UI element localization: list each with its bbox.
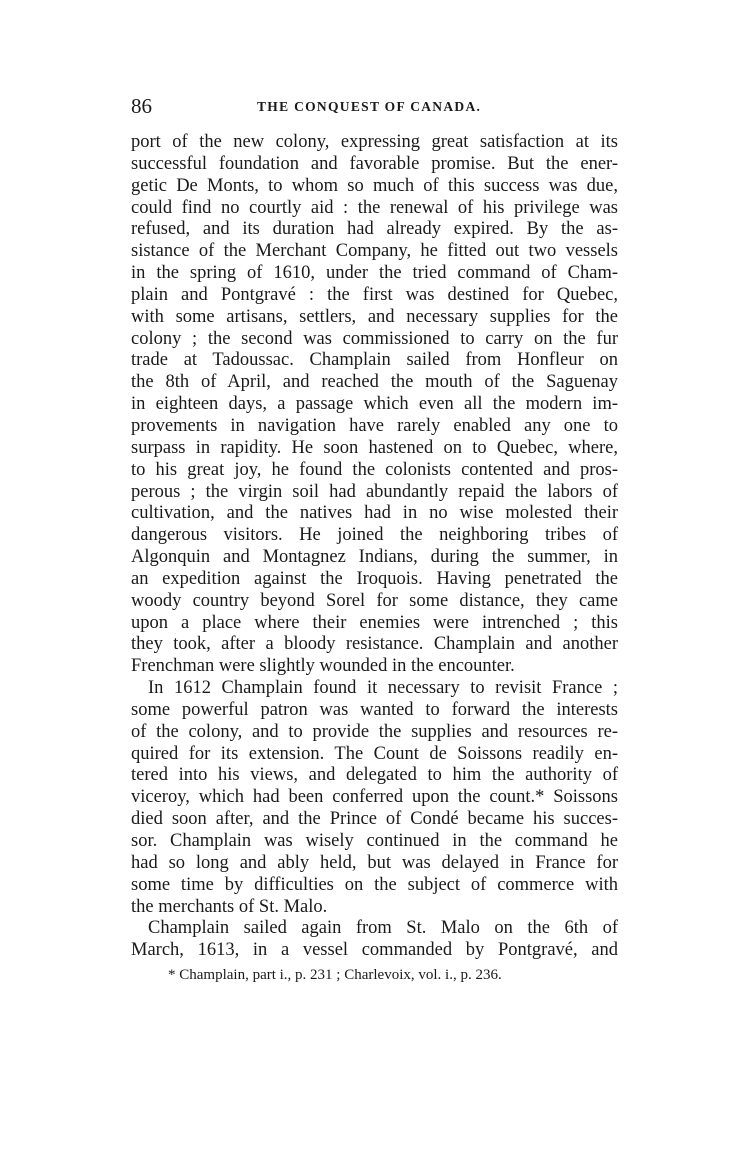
text-line: getic De Monts, to whom so much of this success was due, [131,175,618,196]
body-text [131,132,618,962]
text-line: successful foundation and favorable promise. But the ener- [131,153,618,174]
text-line: died soon after, and the Prince of Condé became his succes- [131,809,618,830]
text-line: of the colony, and to provide the supplies and resources re- [131,721,618,742]
running-head [131,94,618,126]
footnote: * Champlain, part i., p. 231 ; Charlevoix, vol. i., p. 236. [168,967,502,984]
text-line: had so long and ably held, but was delayed in France for [131,852,618,873]
text-line: to his great joy, he found the colonists contented and pros- [131,459,618,480]
text-line: in eighteen days, a passage which even all the modern im- [131,394,618,415]
text-line: viceroy, which had been conferred upon the count.* Soissons [131,787,618,808]
text-line: an expedition against the Iroquois. Having penetrated the [131,568,618,589]
text-line: quired for its extension. The Count de Soissons readily en- [131,743,618,764]
text-line: the 8th of April, and reached the mouth of the Saguenay [131,372,618,393]
page-number: 86 [131,94,152,118]
text-line: dangerous visitors. He joined the neighboring tribes of [131,525,618,546]
text-line: port of the new colony, expressing great satisfaction at its [131,132,618,152]
text-line: could find no courtly aid : the renewal of his privilege was [131,197,618,218]
text-line: refused, and its duration had already expired. By the as- [131,219,618,240]
text-line: woody country beyond Sorel for some distance, they came [131,590,618,611]
text-line: they took, after a bloody resistance. Champlain and another [131,634,618,655]
text-line: surpass in rapidity. He soon hastened on to Quebec, where, [131,437,618,458]
text-line: March, 1613, in a vessel commanded by Pontgravé, and [131,940,618,961]
text-line: sistance of the Merchant Company, he fitted out two vessels [131,241,618,262]
text-line: trade at Tadoussac. Champlain sailed from Honfleur on [131,350,618,371]
text-line: with some artisans, settlers, and necessary supplies for the [131,306,618,327]
text-line: the merchants of St. Malo. [131,896,328,917]
text-line: some time by difficulties on the subject of commerce with [131,874,618,895]
text-line: plain and Pontgravé : the first was destined for Quebec, [131,284,618,305]
text-line: tered into his views, and delegated to him the authority of [131,765,618,786]
text-line: Champlain sailed again from St. Malo on the 6th of [148,918,618,939]
text-line: in the spring of 1610, under the tried command of Cham- [131,263,618,284]
text-line: some powerful patron was wanted to forward the interests [131,699,618,720]
text-line: Frenchman were slightly wounded in the encounter. [131,656,515,677]
text-line: In 1612 Champlain found it necessary to revisit France ; [148,678,618,699]
running-head-title: THE CONQUEST OF CANADA. [257,99,482,114]
text-line: cultivation, and the natives had in no wise molested their [131,503,618,524]
text-line: Algonquin and Montagnez Indians, during the summer, in [131,547,618,568]
text-line: sor. Champlain was wisely continued in the command he [131,831,618,851]
text-line: upon a place where their enemies were intrenched ; this [131,612,618,633]
text-line: colony ; the second was commissioned to carry on the fur [131,328,618,349]
text-line: perous ; the virgin soil had abundantly repaid the labors of [131,481,618,502]
book-page [131,94,618,985]
text-line: provements in navigation have rarely enabled any one to [131,415,618,436]
